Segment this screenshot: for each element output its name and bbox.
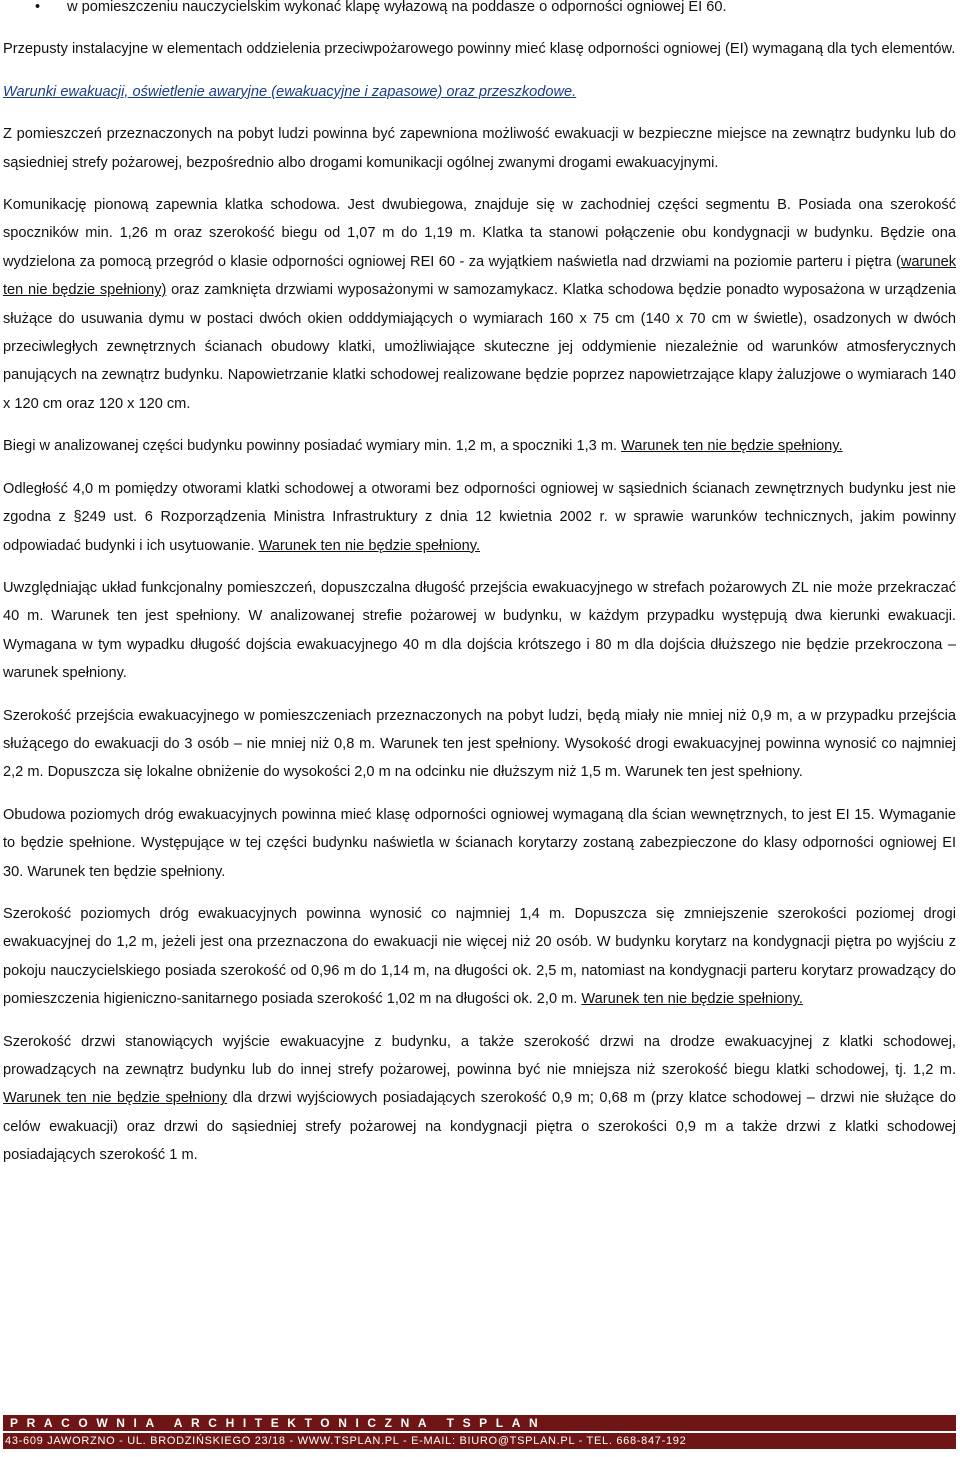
paragraph-szerokosc-przejscia: Szerokość przejścia ewakuacyjnego w pomieszczeniach przeznaczonych na pobyt ludzi, będą miały nie mniej niż 0,9 m, a w przypadku przejścia służącego do ewakuacji do 3 osób – nie mniej niż 0,8 m. Warunek ten jest spełniony. Wysokość drogi ewakuacyjnej powinna wynosić co najmniej 2,2 m. Dopuszcza się lokalne obniżenie do wysokości 2,0 m na odcinku nie dłuższym niż 1,5 m. Warunek ten jest spełniony. <box>3 707 956 781</box>
paragraph-obudowa: Obudowa poziomych dróg ewakuacyjnych powinna mieć klasę odporności ogniowej wymaganą dla ścian wewnętrznych, to jest EI 15. Wymaganie to będzie spełnione. Występujące w tej części budynku naświetla w ścianach korytarzy zostaną zabezpieczone do klasy odporności ogniowej EI 30. Warunek ten będzie spełniony. <box>3 806 956 880</box>
paragraph-szerokosc-poziomych <box>3 900 956 1014</box>
paragraph-odleglosc <box>3 475 956 560</box>
text-run: dla drzwi wyjściowych posiadających szerokość 0,9 m; 0,68 m (przy klatce schodowej – drzwi nie służące do celów ewakuacji) oraz drzwi do sąsiedniej strefy pożarowej na kondygnacji piętra o szerokości 0,9 m a także drzwi z klatki schodowej posiadających szerokość 1 m. <box>3 1090 956 1164</box>
text-run: Komunikację pionową zapewnia klatka schodowa. Jest dwubiegowa, znajduje się w zachodniej części segmentu B. Posiada ona szerokość spoczników min. 1,26 m oraz szerokość biegu od 1,07 m do 1,19 m. Klatka ta stanowi połączenie obu kondygnacji w budynku. Będzie ona wydzielona za pomocą przegród o klasie odporności ogniowej REI 60 - za wyjątkiem naświetla nad drzwiami na poziomie parteru i piętra ( <box>3 197 956 270</box>
text-run: Odległość 4,0 m pomiędzy otworami klatki schodowej a otworami bez odporności ogniowej w sąsiednich ścianach zewnętrznych budynku jest nie zgodna z §249 ust. 6 Rozporządzenia Ministra Infrastruktury z dnia 12 kwietnia 2002 r. w sprawie warunków technicznych, jakim powinny odpowiadać budynki i ich usytuowanie. <box>3 480 956 554</box>
text-run: Szerokość poziomych dróg ewakuacyjnych powinna wynosić co najmniej 1,4 m. Dopuszcza się zmniejszenie szerokości poziomej drogi ewakuacyjnej do 1,2 m, jeżeli jest ona przeznaczona do ewakuacji nie więcej niż 20 osób. W budynku korytarz na kondygnacji piętra po wyjściu z pokoju nauczycielskiego posiada szerokość od 0,96 m do 1,14 m, na długości ok. 2,5 m, natomiast na kondygnacji parteru korytarz prowadzący do pomieszczenia higieniczno-sanitarnego posiada szerokość 1,02 m na długości ok. 2,0 m. <box>3 905 956 1008</box>
page-footer <box>3 1415 956 1449</box>
paragraph-z-pomieszczen: Z pomieszczeń przeznaczonych na pobyt ludzi powinna być zapewniona możliwość ewakuacji w bezpieczne miejsce na zewnątrz budynku lub do sąsiedniej strefy pożarowej, bezpośrednio albo drogami komunikacji ogólnej zwanymi drogami ewakuacyjnymi. <box>3 126 956 171</box>
underlined-condition: warunek ten nie będzie spełniony) <box>3 253 956 299</box>
text-run: Biegi w analizowanej części budynku powinny posiadać wymiary min. 1,2 m, a spoczniki 1,3 m. <box>3 438 622 455</box>
text-run: oraz zamknięta drzwiami wyposażonymi w samozamykacz. Klatka schodowa będzie ponadto wyposażona w urządzenia służące do usuwania dymu w postaci dwóch okien odddymiających o wymiarach 160 x 75 cm (140 x 70 cm w świetle), osadzonych w dwóch przeciwległych zewnętrznych ścianach obudowy klatki, umożliwiające skuteczne jej oddymienie niezależnie od warunków atmosferycznych panujących na zewnątrz budynku. Napowietrzanie klatki schodowej realizowane będzie poprzez napowietrzające klapy żaluzjowe o wymiarach 140 x 120 cm oraz 120 x 120 cm. <box>3 282 956 412</box>
paragraph-klatka-schodowa <box>3 191 956 418</box>
footer-contact-info: 43-609 JAWORZNO - UL. BRODZIŃSKIEGO 23/18 - WWW.TSPLAN.PL - E-MAIL: BIURO@TSPLAN.PL - TEL. 668-847-192 <box>3 1433 956 1449</box>
underlined-condition: Warunek ten nie będzie spełniony <box>3 1090 228 1107</box>
paragraph-biegi <box>3 432 956 460</box>
paragraph-drzwi <box>3 1028 956 1170</box>
paragraph-uwzgledniajac: Uwzględniając układ funkcjonalny pomieszczeń, dopuszczalna długość przejścia ewakuacyjnego w strefach pożarowych ZL nie może przekraczać 40 m. Warunek ten jest spełniony. W analizowanej strefie pożarowej w budynku, w każdym przypadku występują dwa kierunki ewakuacji. Wymagana w tym wypadku długość dojścia ewakuacyjnego 40 m dla dojścia krótszego i 80 m dla dojścia dłuższego nie będzie przekroczona – warunek spełniony. <box>3 579 956 682</box>
text-run: Szerokość drzwi stanowiących wyjście ewakuacyjne z budynku, a także szerokość drzwi na drodze ewakuacyjnej z klatki schodowej, prowadzących na zewnątrz budynku lub do innej strefy pożarowej, powinna być nie mniejsza niż szerokość biegu klatki schodowej, tj. 1,2 m. <box>3 1033 956 1078</box>
bullet-dot-icon: • <box>35 0 41 15</box>
underlined-condition: Warunek ten nie będzie spełniony. <box>258 537 481 554</box>
bullet-item <box>3 0 956 21</box>
footer-company-name: PRACOWNIA ARCHITEKTONICZNA TSPLAN <box>3 1415 956 1431</box>
section-heading: Warunki ewakuacji, oświetlenie awaryjne (ewakuacyjne i zapasowe) oraz przeszkodowe. <box>3 83 577 100</box>
underlined-condition: Warunek ten nie będzie spełniony. <box>581 991 803 1008</box>
paragraph-przepusty: Przepusty instalacyjne w elementach oddzielenia przeciwpożarowego powinny mieć klasę odporności ogniowej (EI) wymaganą dla tych elementów. <box>3 41 956 58</box>
underlined-condition: Warunek ten nie będzie spełniony. <box>621 438 843 455</box>
document-body <box>3 0 956 1170</box>
bullet-text: w pomieszczeniu nauczycielskim wykonać klapę wyłazową na poddasze o odporności ogniowej EI 60. <box>67 0 727 15</box>
